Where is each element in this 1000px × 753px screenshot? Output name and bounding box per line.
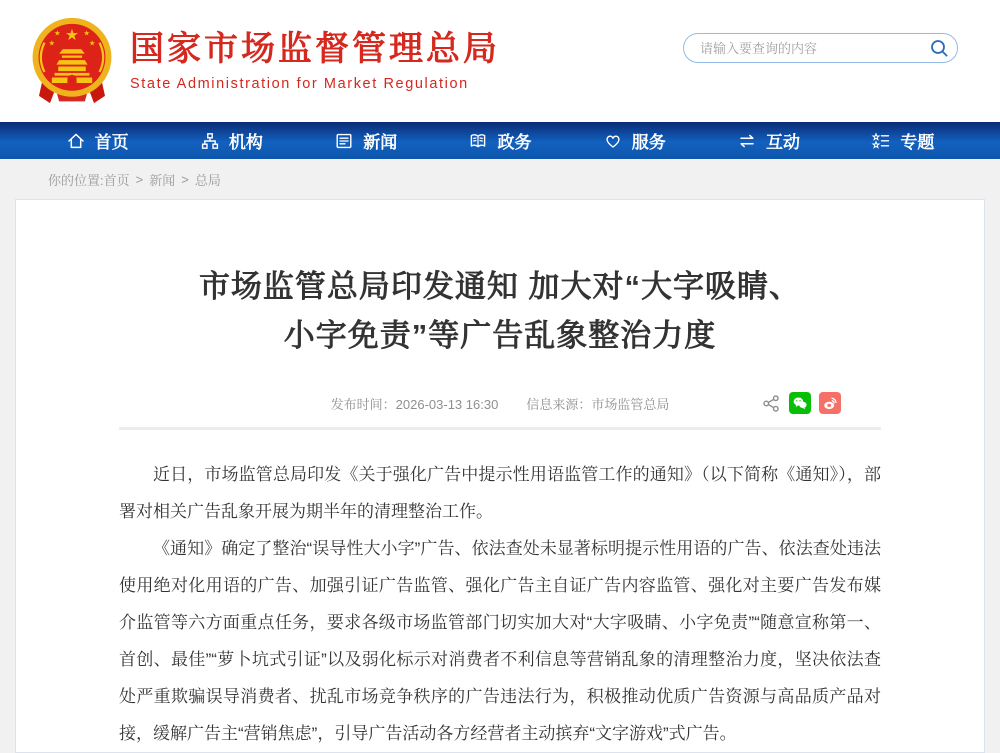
- national-emblem-logo: [28, 15, 116, 107]
- breadcrumb-current: 总局: [194, 172, 221, 188]
- open-book-icon: [468, 131, 488, 151]
- home-icon: [66, 131, 86, 151]
- breadcrumb: [0, 159, 1000, 199]
- search-icon: [929, 38, 949, 58]
- article-body: [119, 456, 881, 752]
- sitemap-icon: [200, 131, 220, 151]
- title-divider: [119, 427, 881, 430]
- nav-item-orgs[interactable]: [200, 128, 263, 153]
- exchange-arrows-icon: [737, 131, 757, 151]
- article-title: [119, 262, 881, 360]
- nav-item-label: 新闻: [363, 133, 398, 152]
- wechat-icon: [792, 395, 808, 411]
- svg-text:★: ★: [83, 28, 90, 38]
- search-button[interactable]: [921, 34, 957, 62]
- nav-item-label: 服务: [631, 133, 666, 152]
- nav-item-label: 机构: [228, 133, 263, 152]
- nav-item-news[interactable]: [334, 128, 397, 153]
- starred-list-icon: [871, 131, 891, 151]
- breadcrumb-separator: >: [135, 171, 144, 187]
- site-header: [0, 0, 1000, 122]
- nav-item-label: 政务: [497, 133, 532, 152]
- publish-time-value: 2026-03-13 16:30: [395, 396, 499, 412]
- svg-text:★: ★: [48, 38, 56, 48]
- nav-item-topics[interactable]: [871, 128, 934, 153]
- publish-time: [331, 394, 499, 413]
- share-wechat-button[interactable]: [789, 392, 811, 414]
- svg-text:★: ★: [65, 26, 79, 44]
- svg-text:★: ★: [54, 28, 61, 38]
- newspaper-icon: [334, 131, 354, 151]
- nav-item-home[interactable]: [66, 128, 129, 153]
- weibo-icon: [822, 395, 838, 411]
- site-subtitle-en: State Administration for Market Regulation: [130, 75, 469, 92]
- search-input[interactable]: [684, 41, 921, 56]
- search-box[interactable]: [683, 33, 958, 63]
- heart-icon: [603, 131, 623, 151]
- article-paragraph: 《通知》确定了整治“误导性大小字”广告、依法查处未显著标明提示性用语的广告、依法查处违法使用绝对化用语的广告、加强引证广告监管、强化广告主自证广告内容监管、强化对主要广告发布媒介监管等六方面重点任务，要求各级市场监管部门切实加大对“大字吸睛、小字免责”“随意宣称第一、首创、最佳”“萝卜坑式引证”以及弱化标示对消费者不利信息等营销乱象的清理整治力度，坚决依法查处严重欺骗误导消费者、扰乱市场竞争秩序的广告违法行为，积极推动优质广告资源与高品质产品对接，缓解广告主“营销焦虑”，引导广告活动各方经营者主动摈弃“文字游戏”式广告。: [119, 539, 881, 743]
- share-toolbar: [762, 390, 841, 416]
- nav-item-label: 互动: [766, 133, 801, 152]
- breadcrumb-link-news[interactable]: 新闻: [149, 172, 176, 188]
- nav-item-interaction[interactable]: [737, 128, 800, 153]
- nav-item-services[interactable]: [603, 128, 666, 153]
- main-nav: [0, 122, 1000, 159]
- svg-text:★: ★: [88, 38, 96, 48]
- breadcrumb-link-home[interactable]: 首页: [103, 172, 130, 188]
- article-paragraph: 近日，市场监管总局印发《关于强化广告中提示性用语监管工作的通知》（以下简称《通知》），部署对相关广告乱象开展为期半年的清理整治工作。: [119, 465, 881, 521]
- brand-text: [130, 30, 500, 91]
- publish-time-label: 发布时间：: [330, 396, 396, 412]
- article-title-line1: 市场监管总局印发通知 加大对“大字吸睛、: [198, 269, 802, 304]
- brand[interactable]: [28, 15, 500, 107]
- info-source-label: 信息来源：: [526, 396, 592, 412]
- nav-item-label: 专题: [900, 133, 935, 152]
- article-title-line2: 小字免责”等广告乱象整治力度: [283, 318, 717, 353]
- share-nodes-icon: [762, 394, 781, 413]
- breadcrumb-separator: >: [181, 171, 189, 187]
- nav-item-label: 首页: [94, 133, 129, 152]
- share-button[interactable]: [762, 394, 781, 413]
- nav-item-gov-affairs[interactable]: [468, 128, 531, 153]
- info-source-value: 市场监管总局: [591, 396, 670, 412]
- site-title: 国家市场监督管理总局: [130, 30, 500, 69]
- info-source: [526, 394, 669, 413]
- article-card: [15, 199, 985, 753]
- breadcrumb-prefix: 你的位置:: [48, 172, 104, 188]
- article-meta: [119, 390, 881, 416]
- share-weibo-button[interactable]: [819, 392, 841, 414]
